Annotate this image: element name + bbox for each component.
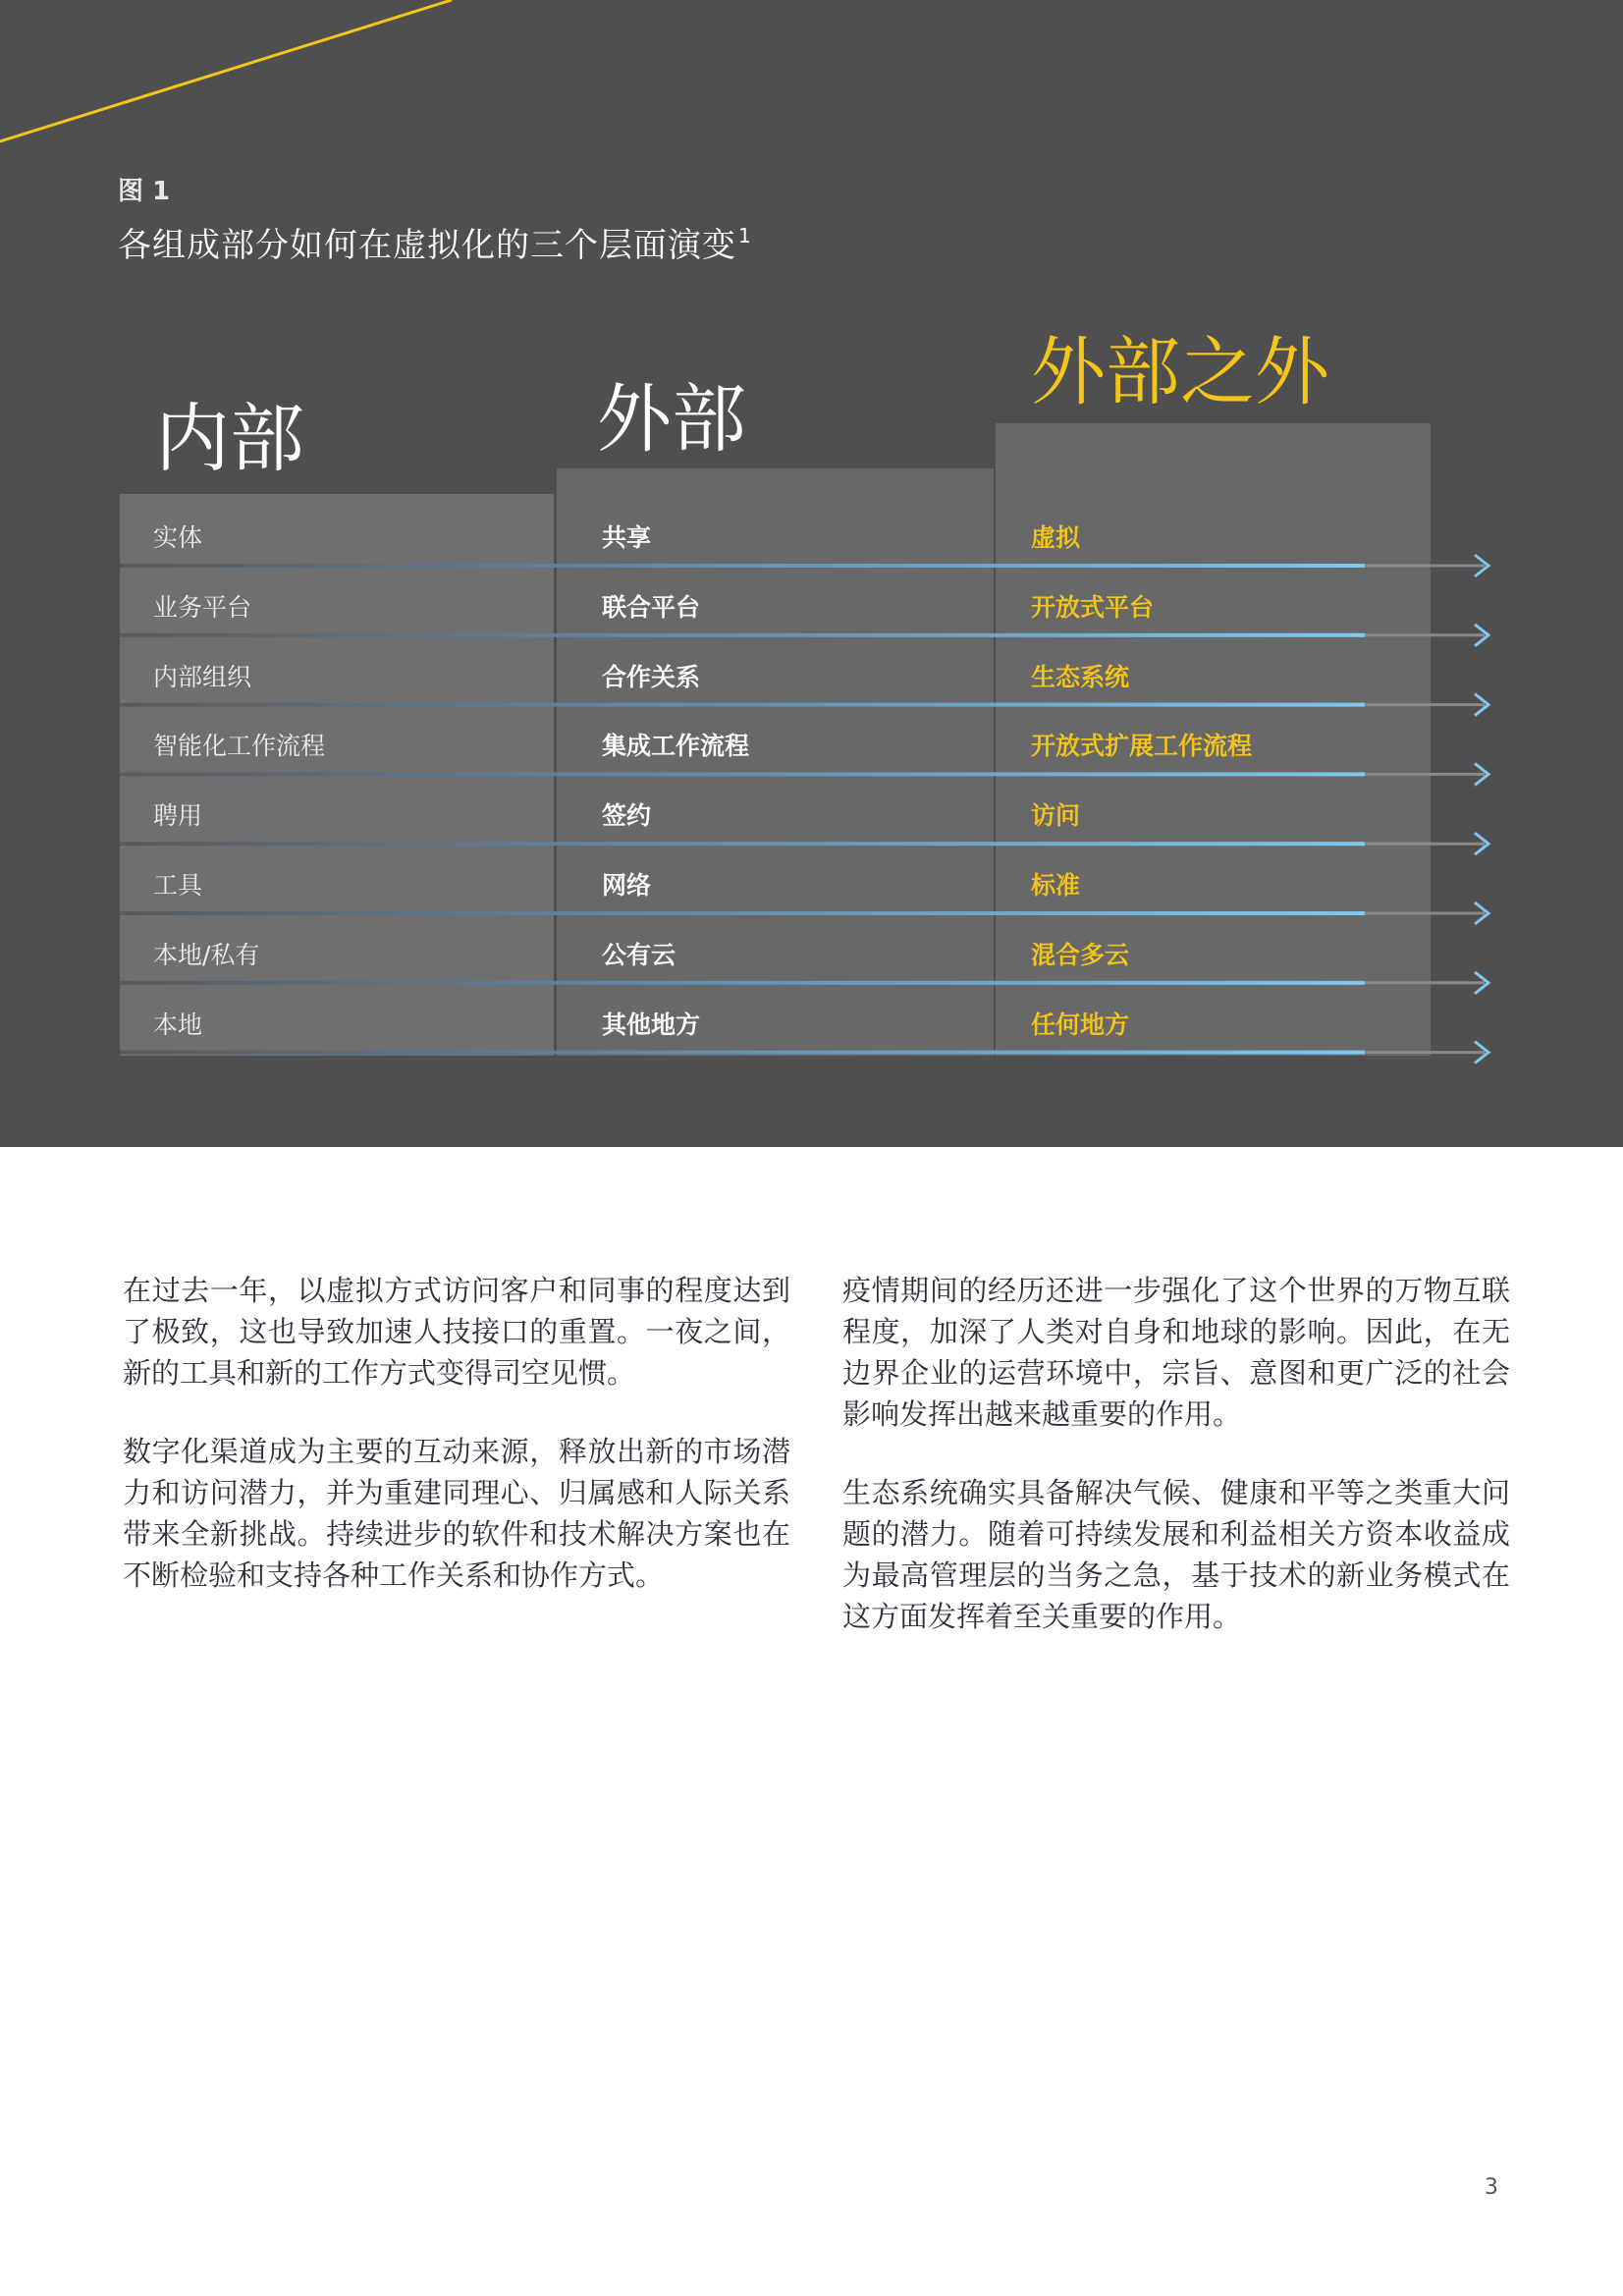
body-paragraph: 疫情期间的经历还进一步强化了这个世界的万物互联程度，加深了人类对自身和地球的影响。因此，在无边界企业的运营环境中，宗旨、意图和更广泛的社会影响发挥出越来越重要的作用。 xyxy=(842,1274,1510,1431)
evolution-arrows xyxy=(0,0,1623,1147)
body-paragraph: 数字化渠道成为主要的互动来源，释放出新的市场潜力和访问潜力，并为重建同理心、归属感和人际关系带来全新挑战。持续进步的软件和技术解决方案也在不断检验和支持各种工作关系和协作方式。 xyxy=(123,1435,790,1592)
internal-item: 工具 xyxy=(153,871,203,900)
external-item: 联合平台 xyxy=(602,592,701,622)
beyond-item: 任何地方 xyxy=(1031,1010,1130,1039)
column-heading-internal: 内部 xyxy=(155,395,304,482)
external-item: 合作关系 xyxy=(602,662,701,691)
row-arrow xyxy=(120,972,1488,994)
external-item: 集成工作流程 xyxy=(602,732,750,761)
row-arrow xyxy=(120,902,1488,924)
page-number: 3 xyxy=(1485,2175,1498,2200)
body-column-left xyxy=(123,1270,790,1633)
row-arrow xyxy=(120,694,1488,716)
external-item: 其他地方 xyxy=(602,1010,701,1039)
internal-item: 实体 xyxy=(153,523,203,552)
external-item: 共享 xyxy=(602,523,652,552)
body-paragraph: 生态系统确实具备解决气候、健康和平等之类重大问题的潜力。随着可持续发展和利益相关方资本收益成为最高管理层的当务之急，基于技术的新业务模式在这方面发挥着至关重要的作用。 xyxy=(842,1476,1510,1633)
internal-item: 智能化工作流程 xyxy=(153,732,326,761)
internal-item: 内部组织 xyxy=(153,662,252,691)
internal-item: 聘用 xyxy=(153,801,203,831)
column-heading-beyond: 外部之外 xyxy=(1031,328,1329,415)
column-heading-external: 外部 xyxy=(597,375,746,463)
internal-item: 本地 xyxy=(153,1010,203,1039)
beyond-item: 开放式扩展工作流程 xyxy=(1031,732,1253,761)
internal-item: 本地/私有 xyxy=(153,940,260,969)
internal-item: 业务平台 xyxy=(153,592,252,622)
external-item: 网络 xyxy=(602,871,652,900)
figure-title-text: 各组成部分如何在虚拟化的三个层面演变 xyxy=(118,226,736,265)
beyond-item: 开放式平台 xyxy=(1031,592,1155,622)
row-arrow xyxy=(120,1042,1488,1064)
external-item: 签约 xyxy=(602,801,652,831)
body-paragraph: 在过去一年，以虚拟方式访问客户和同事的程度达到了极致，这也导致加速人技接口的重置。一夜之间，新的工具和新的工作方式变得司空见惯。 xyxy=(123,1274,790,1390)
beyond-item: 标准 xyxy=(1031,871,1081,900)
beyond-item: 访问 xyxy=(1031,801,1081,831)
row-arrow xyxy=(120,763,1488,785)
row-arrow xyxy=(120,555,1488,576)
row-arrow xyxy=(120,833,1488,854)
external-item: 公有云 xyxy=(602,940,676,969)
beyond-item: 虚拟 xyxy=(1031,523,1081,552)
beyond-item: 混合多云 xyxy=(1031,940,1130,969)
row-arrow xyxy=(120,625,1488,646)
footnote-marker: 1 xyxy=(738,224,752,247)
figure-label: 图 1 xyxy=(118,177,171,206)
body-column-right xyxy=(842,1270,1510,1674)
beyond-item: 生态系统 xyxy=(1031,662,1130,691)
